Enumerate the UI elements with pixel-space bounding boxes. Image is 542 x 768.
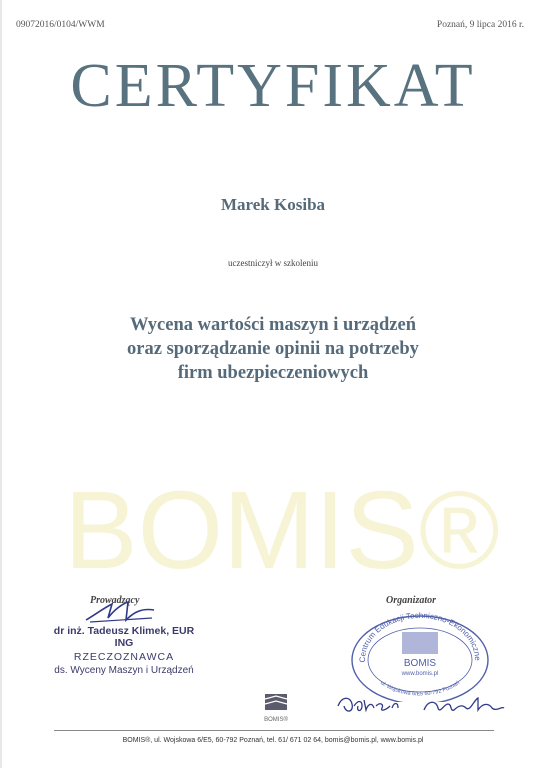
- bomis-logo-icon: [263, 693, 289, 711]
- recipient-name: Marek Kosiba: [220, 195, 326, 214]
- lecturer-signature: [82, 598, 162, 628]
- place-and-date: Poznań, 9 lipca 2016 r.: [436, 20, 524, 30]
- participation-text: uczestniczył w szkoleniu: [228, 258, 318, 268]
- course-title-line: firm ubezpieczeniowych: [177, 363, 369, 383]
- lecturer-caption: Prowadzący: [90, 595, 140, 606]
- course-title: [2, 313, 542, 385]
- course-title-line: Wycena wartości maszyn i urządzeń: [129, 315, 417, 335]
- reference-number: 09072016/0104/WWM: [16, 20, 105, 30]
- course-title-line: oraz sporządzanie opinii na potrzeby: [127, 339, 419, 359]
- bomis-logo-text: BOMIS®: [264, 717, 288, 723]
- lecturer-name: dr inż. Tadeusz Klimek, EUR ING: [53, 625, 195, 649]
- certificate-title: CERTYFIKAT: [70, 52, 476, 120]
- bomis-logo: [256, 693, 296, 723]
- stamp-ring-text: Centrum Edukacji Techniczno-Ekonomiczne: [357, 610, 483, 663]
- stamp-logo-text: BOMIS: [403, 658, 437, 669]
- footer-contact: BOMIS®, ul. Wojskowa 6/E5, 60-792 Poznań, tel. 61/ 671 02 64, bomis@bomis.pl, www.bomis.pl: [122, 737, 424, 744]
- footer-divider: [54, 730, 494, 731]
- organizer-signature: [332, 686, 512, 720]
- watermark-text: BOMIS®: [64, 469, 500, 588]
- lecturer-role: RZECZOZNAWCA: [73, 651, 175, 663]
- stamp-emblem-icon: [402, 632, 438, 654]
- lecturer-stamp: [44, 625, 204, 676]
- organizer-caption: Organizator: [386, 595, 437, 606]
- stamp-url: www.bomis.pl: [401, 671, 439, 677]
- bomis-watermark: [2, 468, 542, 588]
- lecturer-specialty: ds. Wyceny Maszyn i Urządzeń: [54, 665, 194, 676]
- stamp-address-text: ul. Wojskowa 6/E5 60-792 Poznań: [379, 680, 461, 698]
